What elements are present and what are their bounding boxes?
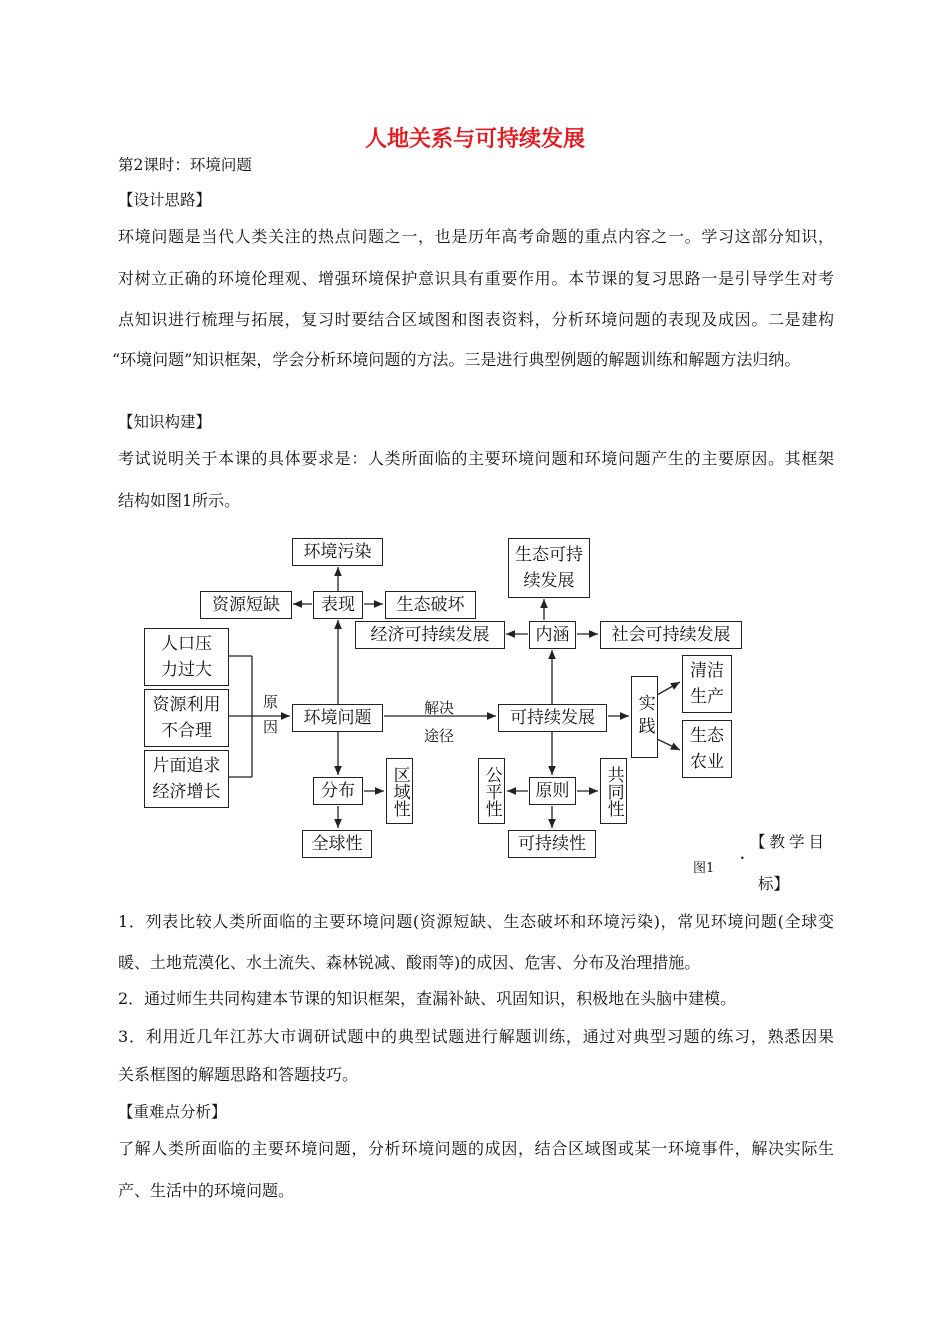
difficulty-heading: 【重难点分析】 <box>118 1103 227 1121</box>
node-social-sustain: 社会可持续发展 <box>600 621 742 649</box>
node-eco-sustain: 生态可持续发展 <box>508 538 590 598</box>
lesson-subtitle: 第2课时：环境问题 <box>118 156 252 174</box>
goal-line: 暖、土地荒漠化、水土流失、森林锐减、酸雨等)的成因、危害、分布及治理措施。 <box>118 953 701 972</box>
difficulty-line: 了解人类所面临的主要环境问题，分析环境问题的成因，结合区域图或某一环境事件，解决实际生 <box>118 1139 834 1158</box>
design-heading: 【设计思路】 <box>118 191 212 209</box>
knowledge-line: 考试说明关于本课的具体要求是：人类所面临的主要环境问题和环境问题产生的主要原因。其框架 <box>118 449 834 468</box>
node-growth-pursuit: 片面追求经济增长 <box>144 750 229 808</box>
node-sustainable-development: 可持续发展 <box>498 704 607 732</box>
node-manifestation: 表现 <box>313 591 363 619</box>
node-resource-misuse: 资源利用不合理 <box>144 689 229 747</box>
difficulty-line: 产、生活中的环境问题。 <box>118 1181 295 1200</box>
node-eco-damage: 生态破坏 <box>385 591 476 619</box>
design-line: 点知识进行梳理与拓展，复习时要结合区域图和图表资料，分析环境问题的表现及成因。二是建构 <box>118 310 834 329</box>
goal-line: 关系框图的解题思路和答题技巧。 <box>118 1065 359 1084</box>
node-eco-agriculture: 生态农业 <box>682 720 732 778</box>
solution-label: 解决途径 <box>423 699 454 745</box>
node-fairness: 公平性 <box>478 758 505 824</box>
node-env-pollution: 环境污染 <box>292 538 383 566</box>
node-regional: 区域性 <box>386 758 413 824</box>
design-line: 环境问题是当代人类关注的热点问题之一，也是历年高考命题的重点内容之一。学习这部分知识， <box>118 227 834 246</box>
goals-heading-top: 【教学目 <box>750 833 829 851</box>
node-resource-shortage: 资源短缺 <box>200 591 292 619</box>
goal-line: 3．利用近几年江苏大市调研试题中的典型试题进行解题训练，通过对典型习题的练习，熟悉因果 <box>118 1027 834 1046</box>
node-connotation: 内涵 <box>529 621 576 649</box>
design-line: “环境问题”知识框架，学会分析环境问题的方法。三是进行典型例题的解题训练和解题方法归纳。 <box>112 350 801 369</box>
node-clean-production: 清洁生产 <box>682 655 732 713</box>
knowledge-heading: 【知识构建】 <box>118 413 212 431</box>
goal-line: 1．列表比较人类所面临的主要环境问题(资源短缺、生态破坏和环境污染)，常见环境问题(全球变 <box>118 912 834 931</box>
node-distribution: 分布 <box>313 777 363 805</box>
node-sustainability: 可持续性 <box>508 830 596 858</box>
cause-label: 原因 <box>261 694 279 744</box>
node-env-problem: 环境问题 <box>292 704 383 732</box>
caption-dot: • <box>740 854 745 863</box>
page-title: 人地关系与可持续发展 <box>364 127 585 152</box>
node-practice: 实践 <box>631 676 658 758</box>
figure-caption: 图1 <box>693 861 715 876</box>
goals-heading-bottom: 标】 <box>758 875 790 893</box>
node-global: 全球性 <box>302 830 372 858</box>
node-common: 共同性 <box>600 758 627 824</box>
design-line: 对树立正确的环境伦理观、增强环境保护意识具有重要作用。本节课的复习思路一是引导学生对考 <box>118 269 834 288</box>
goal-line: 2．通过师生共同构建本节课的知识框架，查漏补缺、巩固知识，积极地在头脑中建模。 <box>118 989 737 1008</box>
node-econ-sustain: 经济可持续发展 <box>355 621 505 649</box>
node-pop-pressure: 人口压力过大 <box>144 628 229 686</box>
knowledge-line: 结构如图1所示。 <box>118 491 241 510</box>
node-principle: 原则 <box>529 777 576 805</box>
